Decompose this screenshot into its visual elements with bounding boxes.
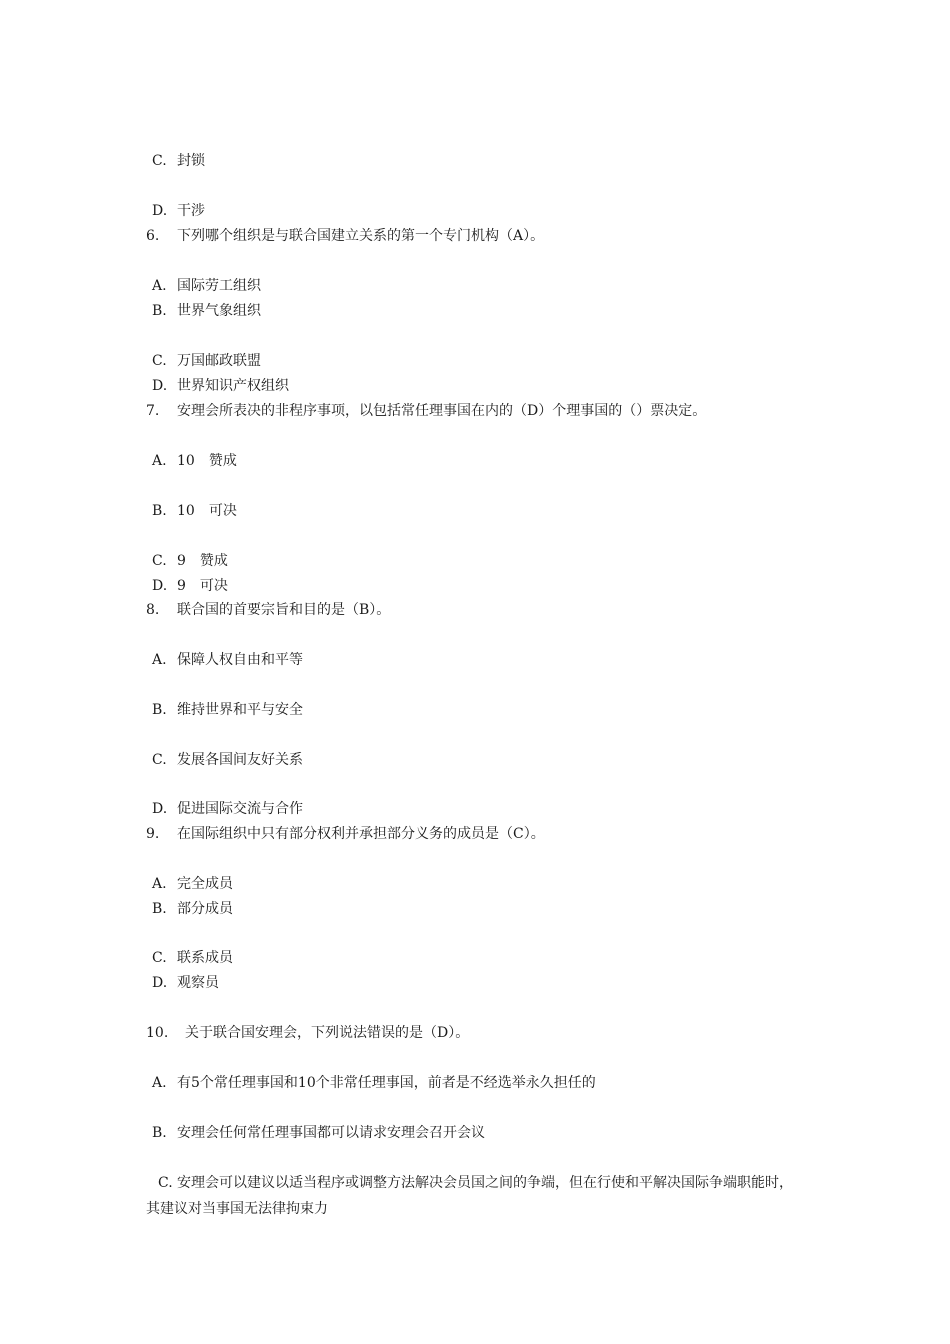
option-text: 安理会可以建议以适当程序或调整方法解决会员国之间的争端，但在行使和平解决国际争端职能时，其建议对当事国无法律拘束力 [146,1175,793,1217]
option-letter: C. [152,752,167,768]
question-7 [0,401,950,421]
option-text: 部分成员 [177,901,233,917]
option-letter: D. [152,801,168,817]
option-letter: D. [152,578,168,594]
question-9 [0,824,950,844]
question-10 [0,1023,950,1043]
question-text: 安理会所表决的非程序事项，以包括常任理事国在内的（D）个理事国的（）票决定。 [177,403,707,419]
question-6 [0,226,950,246]
question-text: 关于联合国安理会，下列说法错误的是（D）。 [185,1025,470,1041]
option-text: 观察员 [177,975,219,991]
option-q7-b [152,501,237,521]
option-q10-a [152,1073,596,1093]
option-letter: A. [152,876,167,892]
option-q9-d [152,973,219,993]
option-text: 10 赞成 [177,453,237,469]
option-text: 封锁 [177,153,205,169]
question-8 [0,600,950,620]
option-q7-d [152,576,228,596]
option-text: 世界气象组织 [177,303,261,319]
option-q10-c [146,1170,806,1222]
option-text: 安理会任何常任理事国都可以请求安理会召开会议 [177,1125,485,1141]
option-q10-b [152,1123,485,1143]
option-text: 9 可决 [177,578,228,594]
option-letter: A. [152,453,167,469]
option-q7-a [152,451,237,471]
option-text: 维持世界和平与安全 [177,702,303,718]
question-number: 10. [146,1025,169,1041]
option-q6-c [152,351,261,371]
option-letter: D. [152,378,168,394]
option-letter: B. [152,303,167,319]
option-letter: A. [152,278,167,294]
question-text: 在国际组织中只有部分权利并承担部分义务的成员是（C）。 [177,826,545,842]
question-number: 8. [146,602,160,618]
option-q6-b [152,301,261,321]
option-text: 9 赞成 [177,553,228,569]
option-text: 完全成员 [177,876,233,892]
option-q7-c [152,551,228,571]
option-text: 联系成员 [177,950,233,966]
option-text: 干涉 [177,203,205,219]
option-letter: B. [152,901,167,917]
option-letter: D. [152,203,168,219]
option-q9-c [152,948,233,968]
option-text: 万国邮政联盟 [177,353,261,369]
question-number: 9. [146,826,160,842]
question-text: 下列哪个组织是与联合国建立关系的第一个专门机构（A）。 [177,228,545,244]
option-letter: B. [152,1125,167,1141]
option-letter: C. [158,1175,173,1191]
option-q5-d [152,201,205,221]
option-q8-a [152,650,303,670]
option-text: 10 可决 [177,503,237,519]
option-text: 促进国际交流与合作 [177,801,303,817]
option-text: 有5个常任理事国和10个非常任理事国，前者是不经选举永久担任的 [177,1075,596,1091]
option-letter: A. [152,652,167,668]
option-text: 发展各国间友好关系 [177,752,303,768]
option-q8-b [152,700,303,720]
option-letter: C. [152,553,167,569]
question-number: 7. [146,403,160,419]
option-letter: B. [152,503,167,519]
option-letter: B. [152,702,167,718]
option-letter: C. [152,353,167,369]
option-letter: C. [152,153,167,169]
option-text: 世界知识产权组织 [177,378,289,394]
option-q6-d [152,376,289,396]
option-text: 国际劳工组织 [177,278,261,294]
question-text: 联合国的首要宗旨和目的是（B）。 [177,602,391,618]
option-q8-d [152,799,303,819]
option-q5-c [152,151,205,171]
option-letter: D. [152,975,168,991]
option-q9-b [152,899,233,919]
option-text: 保障人权自由和平等 [177,652,303,668]
option-letter: C. [152,950,167,966]
option-letter: A. [152,1075,167,1091]
option-q8-c [152,750,303,770]
question-number: 6. [146,228,160,244]
option-q6-a [152,276,261,296]
option-q9-a [152,874,233,894]
